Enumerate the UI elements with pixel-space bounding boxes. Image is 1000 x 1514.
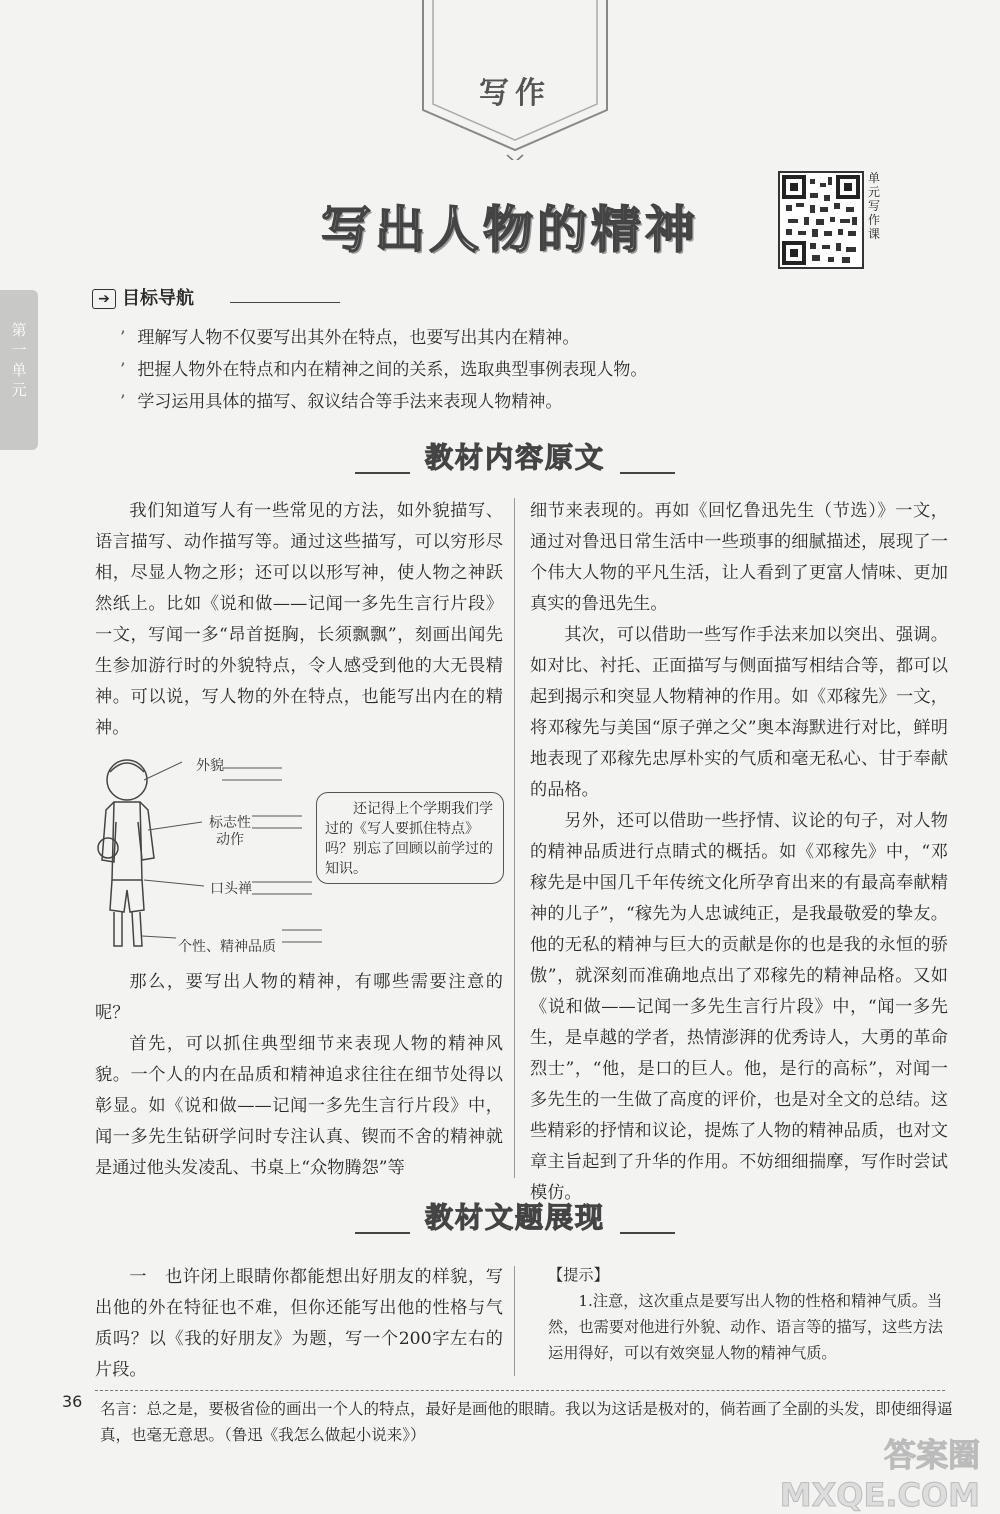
qr-label: 单 元 写 作 课: [867, 171, 880, 241]
unit-tab: 第 一 单 元: [0, 290, 38, 450]
child-illustration: [92, 750, 322, 960]
goals-list: [120, 322, 880, 418]
goal-item: ’ 学习运用具体的描写、叙议结合等手法来表现人物精神。: [120, 386, 880, 418]
watermark-logo: 答案圈 MXQE.COM: [779, 1436, 980, 1514]
goals-rule: [230, 302, 340, 303]
figure-label-appearance: 外貌: [196, 758, 224, 774]
page-title: 写出人物的精神: [321, 201, 699, 259]
figure-label-catchphrase: 口头禅: [210, 881, 252, 897]
arrow-right-icon: ➔: [92, 289, 116, 309]
right-column: [530, 496, 948, 1209]
body-paragraph: 细节来表现的。再如《回忆鲁迅先生（节选）》一文，通过对鲁迅日常生活中一些琐事的细腻描述，展现了一个伟大人物的平凡生活，让人看到了更富人情味、更加真实的鲁迅先生。: [530, 501, 948, 614]
column-divider: [514, 1266, 515, 1376]
goals-heading: [92, 284, 194, 310]
figure-label-character: 个性、精神品质: [178, 939, 276, 955]
prompt-text: 一 也许闭上眼睛你都能想出好朋友的样貌，写出他的外在特征也不难，但你还能写出他的性格与气质吗？以《我的好朋友》为题，写一个200字左右的片段。: [95, 1267, 503, 1380]
page-number: 36: [62, 1392, 83, 1411]
section-rule: [620, 472, 675, 474]
tip-callout: 还记得上个学期我们学过的《写人要抓住特点》吗？别忘了回顾以前学过的知识。: [316, 792, 504, 884]
section-rule: [355, 1232, 410, 1234]
goal-item: ’ 理解写人物不仅要写出其外在特点，也要写出其内在精神。: [120, 322, 880, 354]
banner-label: 写作: [479, 76, 551, 111]
hint-box: [548, 1262, 948, 1366]
section-rule: [355, 472, 410, 474]
body-paragraph: 首先，可以抓住典型细节来表现人物的精神风貌。一个人的内在品质和精神追求往往在细节处得以彰显。如《说和做——记闻一多先生言行片段》中，闻一多先生钻研学问时专注认真、锲而不舍的精神就是通过他头发凌乱、书桌上“众物腾怨”等: [95, 1034, 503, 1178]
column-divider: [514, 498, 515, 1178]
body-paragraph: 其次，可以借助一些写作手法来加以突出、强调。如对比、衬托、正面描写与侧面描写相结合等，都可以起到揭示和突显人物精神的作用。如《邓稼先》一文，将邓稼先与美国“原子弹之父”奥本海默进行对比，鲜明地表现了邓稼先忠厚朴实的气质和毫无私心、甘于奉献的品格。: [530, 625, 948, 800]
figure-label-action: 标志性动作: [209, 815, 251, 848]
left-column-bottom: [95, 967, 503, 1184]
body-paragraph: 另外，还可以借助一些抒情、议论的句子，对人物的精神品质进行点睛式的概括。如《邓稼先》中，“邓稼先是中国几千年传统文化所孕育出来的有最高奉献精神的儿子”，“稼先为人忠诚纯正，是我最敬爱的挚友。他的无私的精神与巨大的贡献是你的也是我的永恒的骄傲”，就深刻而准确地点出了邓稼先的精神品格。又如《说和做——记闻一多先生言行片段》中，“闻一多先生，是卓越的学者，热情澎湃的优秀诗人，大勇的革命烈士”，“他，是口的巨人。他，是行的高标”，对闻一多先生的一生做了高度的评价，也是对全文的总结。这些精彩的抒情和议论，提炼了人物的精神品质，也对文章主旨起到了升华的作用。不妨细细揣摩，写作时尝试模仿。: [530, 811, 948, 1203]
section-title-prompts: 教材文题展现: [424, 1201, 605, 1234]
section-title-original-text: 教材内容原文: [424, 441, 605, 474]
qr-code-icon[interactable]: [778, 171, 864, 269]
hint-heading: 【提示】: [548, 1266, 609, 1284]
left-column-top: [95, 496, 503, 744]
footer-quote: 名言：总之是，要极省俭的画出一个人的特点，最好是画他的眼睛。我以为这话是极对的，倘若画了全副的头发，即使细得逼真，也毫无意思。（鲁迅《我怎么做起小说来》）: [100, 1400, 953, 1444]
footer-rule: [95, 1390, 945, 1391]
hint-text: 1.注意，这次重点是要写出人物的性格和精神气质。当然，也需要对他进行外貌、动作、语言等的描写，这些方法运用得好，可以有效突显人物的精神气质。: [548, 1292, 943, 1362]
body-paragraph: 我们知道写人有一些常见的方法，如外貌描写、语言描写、动作描写等。通过这些描写，可以穷形尽相，尽显人物之形；还可以以形写神，使人物之神跃然纸上。比如《说和做——记闻一多先生言行片段》一文，写闻一多“昂首挺胸，长须飘飘”，刻画出闻先生参加游行时的外貌特点，令人感受到他的大无畏精神。可以说，写人物的外在特点，也能写出内在的精神。: [95, 501, 503, 738]
goals-heading-label: 目标导航: [122, 288, 194, 309]
section-rule: [620, 1232, 675, 1234]
body-paragraph: 那么，要写出人物的精神，有哪些需要注意的呢？: [95, 972, 503, 1023]
writing-prompt: [95, 1262, 503, 1386]
goal-item: ’ 把握人物外在特点和内在精神之间的关系，选取典型事例表现人物。: [120, 354, 880, 386]
